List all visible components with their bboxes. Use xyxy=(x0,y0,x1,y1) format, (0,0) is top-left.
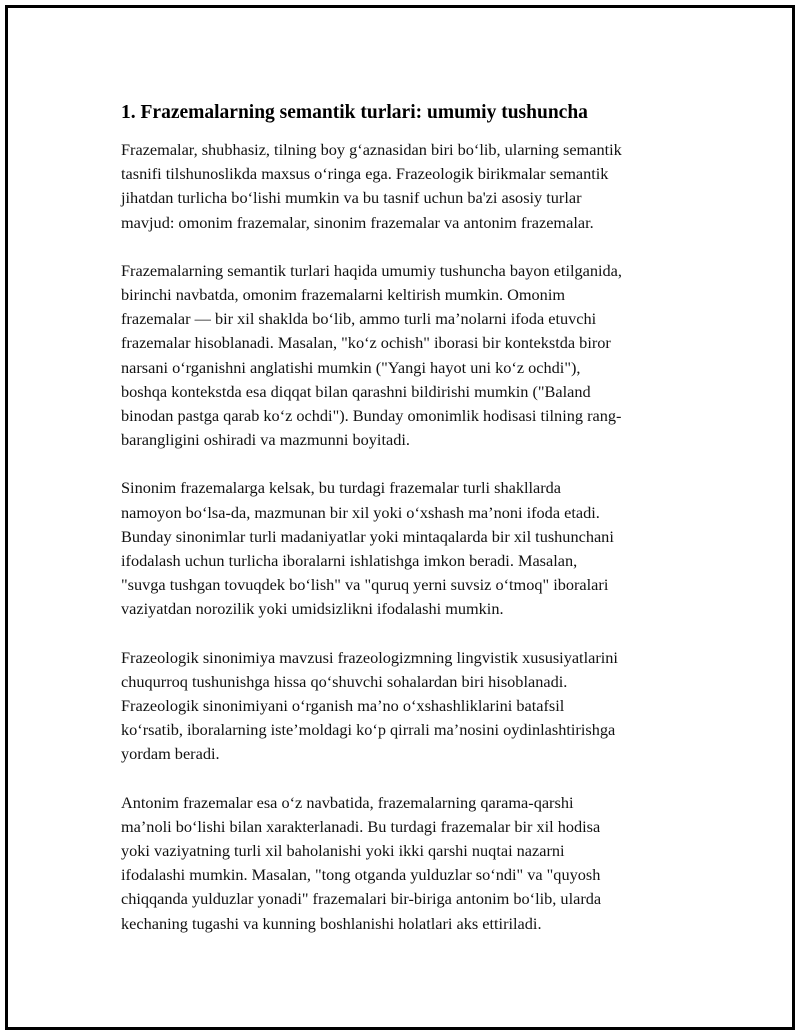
text-line: jihatdan turlicha bo‘lishi mumkin va bu tasnif uchun ba'zi asosiy turlar xyxy=(121,188,582,208)
text-line: ko‘rsatib, iboralarning iste’moldagi ko‘p qirrali ma’nosini oydinlashtirishga xyxy=(121,720,616,740)
text-line: chuqurroq tushunishga hissa qo‘shuvchi sohalardan biri hisoblanadi. xyxy=(121,671,568,691)
text-line: boshqa kontekstda esa diqqat bilan qarashni bildirishi mumkin ("Baland xyxy=(121,381,591,401)
text-line: yordam beradi. xyxy=(121,744,220,764)
paragraph-5 xyxy=(121,791,701,936)
paragraph-3 xyxy=(121,476,701,621)
text-line: Bunday sinonimlar turli madaniyatlar yoki mintaqalarda bir xil tushunchani xyxy=(121,526,614,546)
text-line: ma’noli bo‘lishi bilan xarakterlanadi. Bu turdagi frazemalar bir xil hodisa xyxy=(121,816,601,836)
text-line: Frazemalar, shubhasiz, tilning boy g‘aznasidan biri bo‘lib, ularning semantik xyxy=(121,140,622,159)
text-line: Sinonim frazemalarga kelsak, bu turdagi frazemalar turli shakllarda xyxy=(121,478,562,498)
document-body xyxy=(121,100,701,960)
text-line: Frazeologik sinonimiya mavzusi frazeologizmning lingvistik xususiyatlarini xyxy=(121,647,618,667)
section-heading: 1. Frazemalarning semantik turlari: umumiy tushuncha xyxy=(121,102,588,123)
page-frame xyxy=(5,5,795,1030)
text-line: Frazemalarning semantik turlari haqida umumiy tushuncha bayon etilganida, xyxy=(121,260,622,280)
text-line: ifodalashi mumkin. Masalan, "tong otganda yulduzlar so‘ndi" va "quyosh xyxy=(121,865,601,885)
paragraph-4 xyxy=(121,646,701,767)
text-line: birinchi navbatda, omonim frazemalarni keltirish mumkin. Omonim xyxy=(121,285,566,305)
text-line: mavjud: omonim frazemalar, sinonim frazemalar va antonim frazemalar. xyxy=(121,212,594,232)
paragraph-container xyxy=(121,138,701,936)
text-line: vaziyatdan norozilik yoki umidsizlikni ifodalashi mumkin. xyxy=(121,599,504,619)
text-line: tasnifi tilshunoslikda maxsus o‘ringa ega. Frazeologik birikmalar semantik xyxy=(121,164,609,184)
text-line: frazemalar hisoblanadi. Masalan, "ko‘z ochish" iborasi bir kontekstda biror xyxy=(121,333,611,353)
text-line: kechaning tugashi va kunning boshlanishi holatlari aks ettiriladi. xyxy=(121,913,542,933)
text-line: ifodalash uchun turlicha iboralarni ishlatishga imkon beradi. Masalan, xyxy=(121,551,578,571)
text-line: "suvga tushgan tovuqdek bo‘lish" va "quruq yerni suvsiz o‘tmoq" iboralari xyxy=(121,575,609,595)
text-line: frazemalar — bir xil shaklda bo‘lib, ammo turli ma’nolarni ifoda etuvchi xyxy=(121,309,597,329)
text-line: namoyon bo‘lsa-da, mazmunan bir xil yoki o‘xshash ma’noni ifoda etadi. xyxy=(121,502,600,522)
paragraph-1 xyxy=(121,138,701,235)
text-line: yoki vaziyatning turli xil baholanishi yoki ikki qarshi nuqtai nazarni xyxy=(121,841,565,861)
paragraph-2 xyxy=(121,259,701,453)
text-line: Frazeologik sinonimiyani o‘rganish ma’no o‘xshashliklarini batafsil xyxy=(121,696,565,716)
text-line: barangligini oshiradi va mazmunni boyitadi. xyxy=(121,430,410,450)
text-line: binodan pastga qarab ko‘z ochdi"). Bunday omonimlik hodisasi tilning rang- xyxy=(121,406,622,426)
text-line: narsani o‘rganishni anglatishi mumkin ("Yangi hayot uni ko‘z ochdi"), xyxy=(121,357,581,377)
text-line: Antonim frazemalar esa o‘z navbatida, frazemalarning qarama-qarshi xyxy=(121,792,574,812)
text-line: chiqqanda yulduzlar yonadi" frazemalari bir-biriga antonim bo‘lib, ularda xyxy=(121,889,602,909)
